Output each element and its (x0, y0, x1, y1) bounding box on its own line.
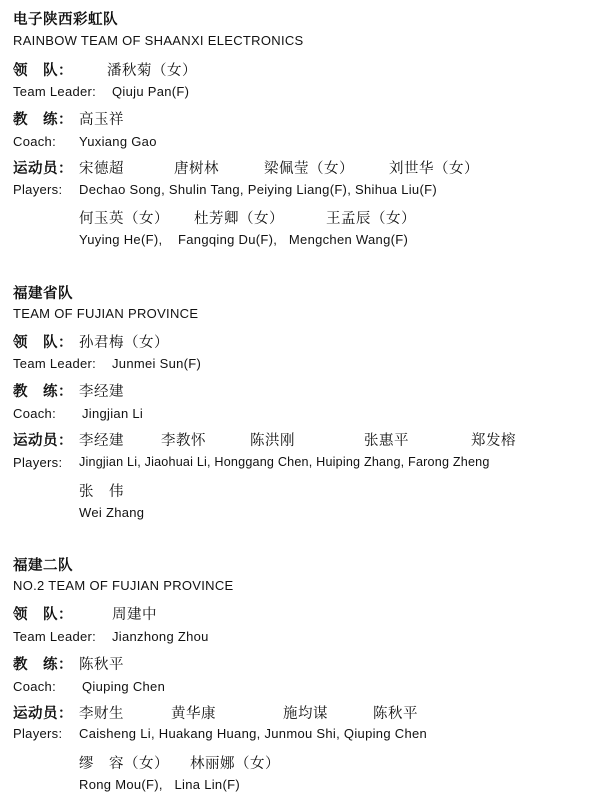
player-zh: 李教怀 (161, 433, 206, 449)
player-zh: 陈洪刚 (250, 433, 295, 449)
player-zh: 张惠平 (364, 433, 409, 449)
player-zh: 陈秋平 (373, 706, 418, 722)
coach-name-zh: 陈秋平 (79, 657, 124, 673)
coach-label-zh: 教 练： (13, 657, 73, 673)
players-label-zh: 运动员： (13, 706, 73, 722)
leader-label-en: Team Leader: (13, 356, 97, 371)
leader-name-en: Qiuju Pan(F) (112, 84, 190, 99)
player-zh: 施均谋 (283, 706, 328, 722)
team-name-zh: 福建省队 (13, 286, 73, 302)
players-label-zh: 运动员： (13, 161, 73, 177)
coach-label-en: Coach: (13, 679, 56, 694)
leader-name-en: Junmei Sun(F) (112, 356, 202, 371)
players-list-en: Wei Zhang (79, 505, 145, 520)
team-name-en: RAINBOW TEAM OF SHAANXI ELECTRONICS (13, 33, 304, 48)
players-list-en: Dechao Song, Shulin Tang, Peiying Liang(F), Shihua Liu(F) (79, 182, 437, 197)
players-label-en: Players: (13, 182, 63, 197)
players-label-en: Players: (13, 726, 63, 741)
players-label-zh: 运动员： (13, 433, 73, 449)
coach-label-zh: 教 练： (13, 384, 73, 400)
player-zh: 缪 容（女） (79, 756, 169, 772)
player-zh: 张 伟 (79, 484, 124, 500)
coach-name-en: Jingjian Li (82, 406, 144, 421)
players-list-en: Yuying He(F), Fangqing Du(F), Mengchen Wang(F) (79, 232, 409, 247)
player-zh: 唐树林 (174, 161, 219, 177)
leader-label-en: Team Leader: (13, 629, 97, 644)
players-list-en: Caisheng Li, Huakang Huang, Junmou Shi, Qiuping Chen (79, 726, 428, 741)
team-name-en: NO.2 TEAM OF FUJIAN PROVINCE (13, 578, 234, 593)
player-zh: 黄华康 (171, 706, 216, 722)
player-zh: 梁佩莹（女） (264, 161, 354, 177)
player-zh: 刘世华（女） (389, 161, 479, 177)
leader-name-en: Jianzhong Zhou (112, 629, 209, 644)
leader-name-zh: 孙君梅（女） (79, 335, 169, 351)
leader-label-zh: 领 队： (13, 335, 73, 351)
leader-name-zh: 潘秋菊（女） (107, 63, 197, 79)
coach-name-zh: 高玉祥 (79, 112, 124, 128)
team-name-zh: 电子陕西彩虹队 (13, 12, 118, 28)
player-zh: 杜芳卿（女） (194, 211, 284, 227)
player-zh: 宋德超 (79, 161, 124, 177)
coach-label-zh: 教 练： (13, 112, 73, 128)
leader-name-zh: 周建中 (112, 607, 157, 623)
coach-label-en: Coach: (13, 406, 56, 421)
players-list-en: Jingjian Li, Jiaohuai Li, Honggang Chen, Huiping Zhang, Farong Zheng (79, 455, 490, 469)
player-zh: 林丽娜（女） (190, 756, 280, 772)
leader-label-en: Team Leader: (13, 84, 97, 99)
player-zh: 李财生 (79, 706, 124, 722)
leader-label-zh: 领 队： (13, 607, 73, 623)
coach-name-en: Qiuping Chen (82, 679, 166, 694)
player-zh: 李经建 (79, 433, 124, 449)
player-zh: 郑发榕 (471, 433, 516, 449)
players-label-en: Players: (13, 455, 63, 470)
leader-label-zh: 领 队： (13, 63, 73, 79)
coach-name-en: Yuxiang Gao (79, 134, 157, 149)
coach-label-en: Coach: (13, 134, 56, 149)
team-name-zh: 福建二队 (13, 558, 73, 574)
players-list-en: Rong Mou(F), Lina Lin(F) (79, 777, 240, 792)
player-zh: 王孟辰（女） (326, 211, 416, 227)
team-name-en: TEAM OF FUJIAN PROVINCE (13, 306, 199, 321)
player-zh: 何玉英（女） (79, 211, 169, 227)
coach-name-zh: 李经建 (79, 384, 124, 400)
